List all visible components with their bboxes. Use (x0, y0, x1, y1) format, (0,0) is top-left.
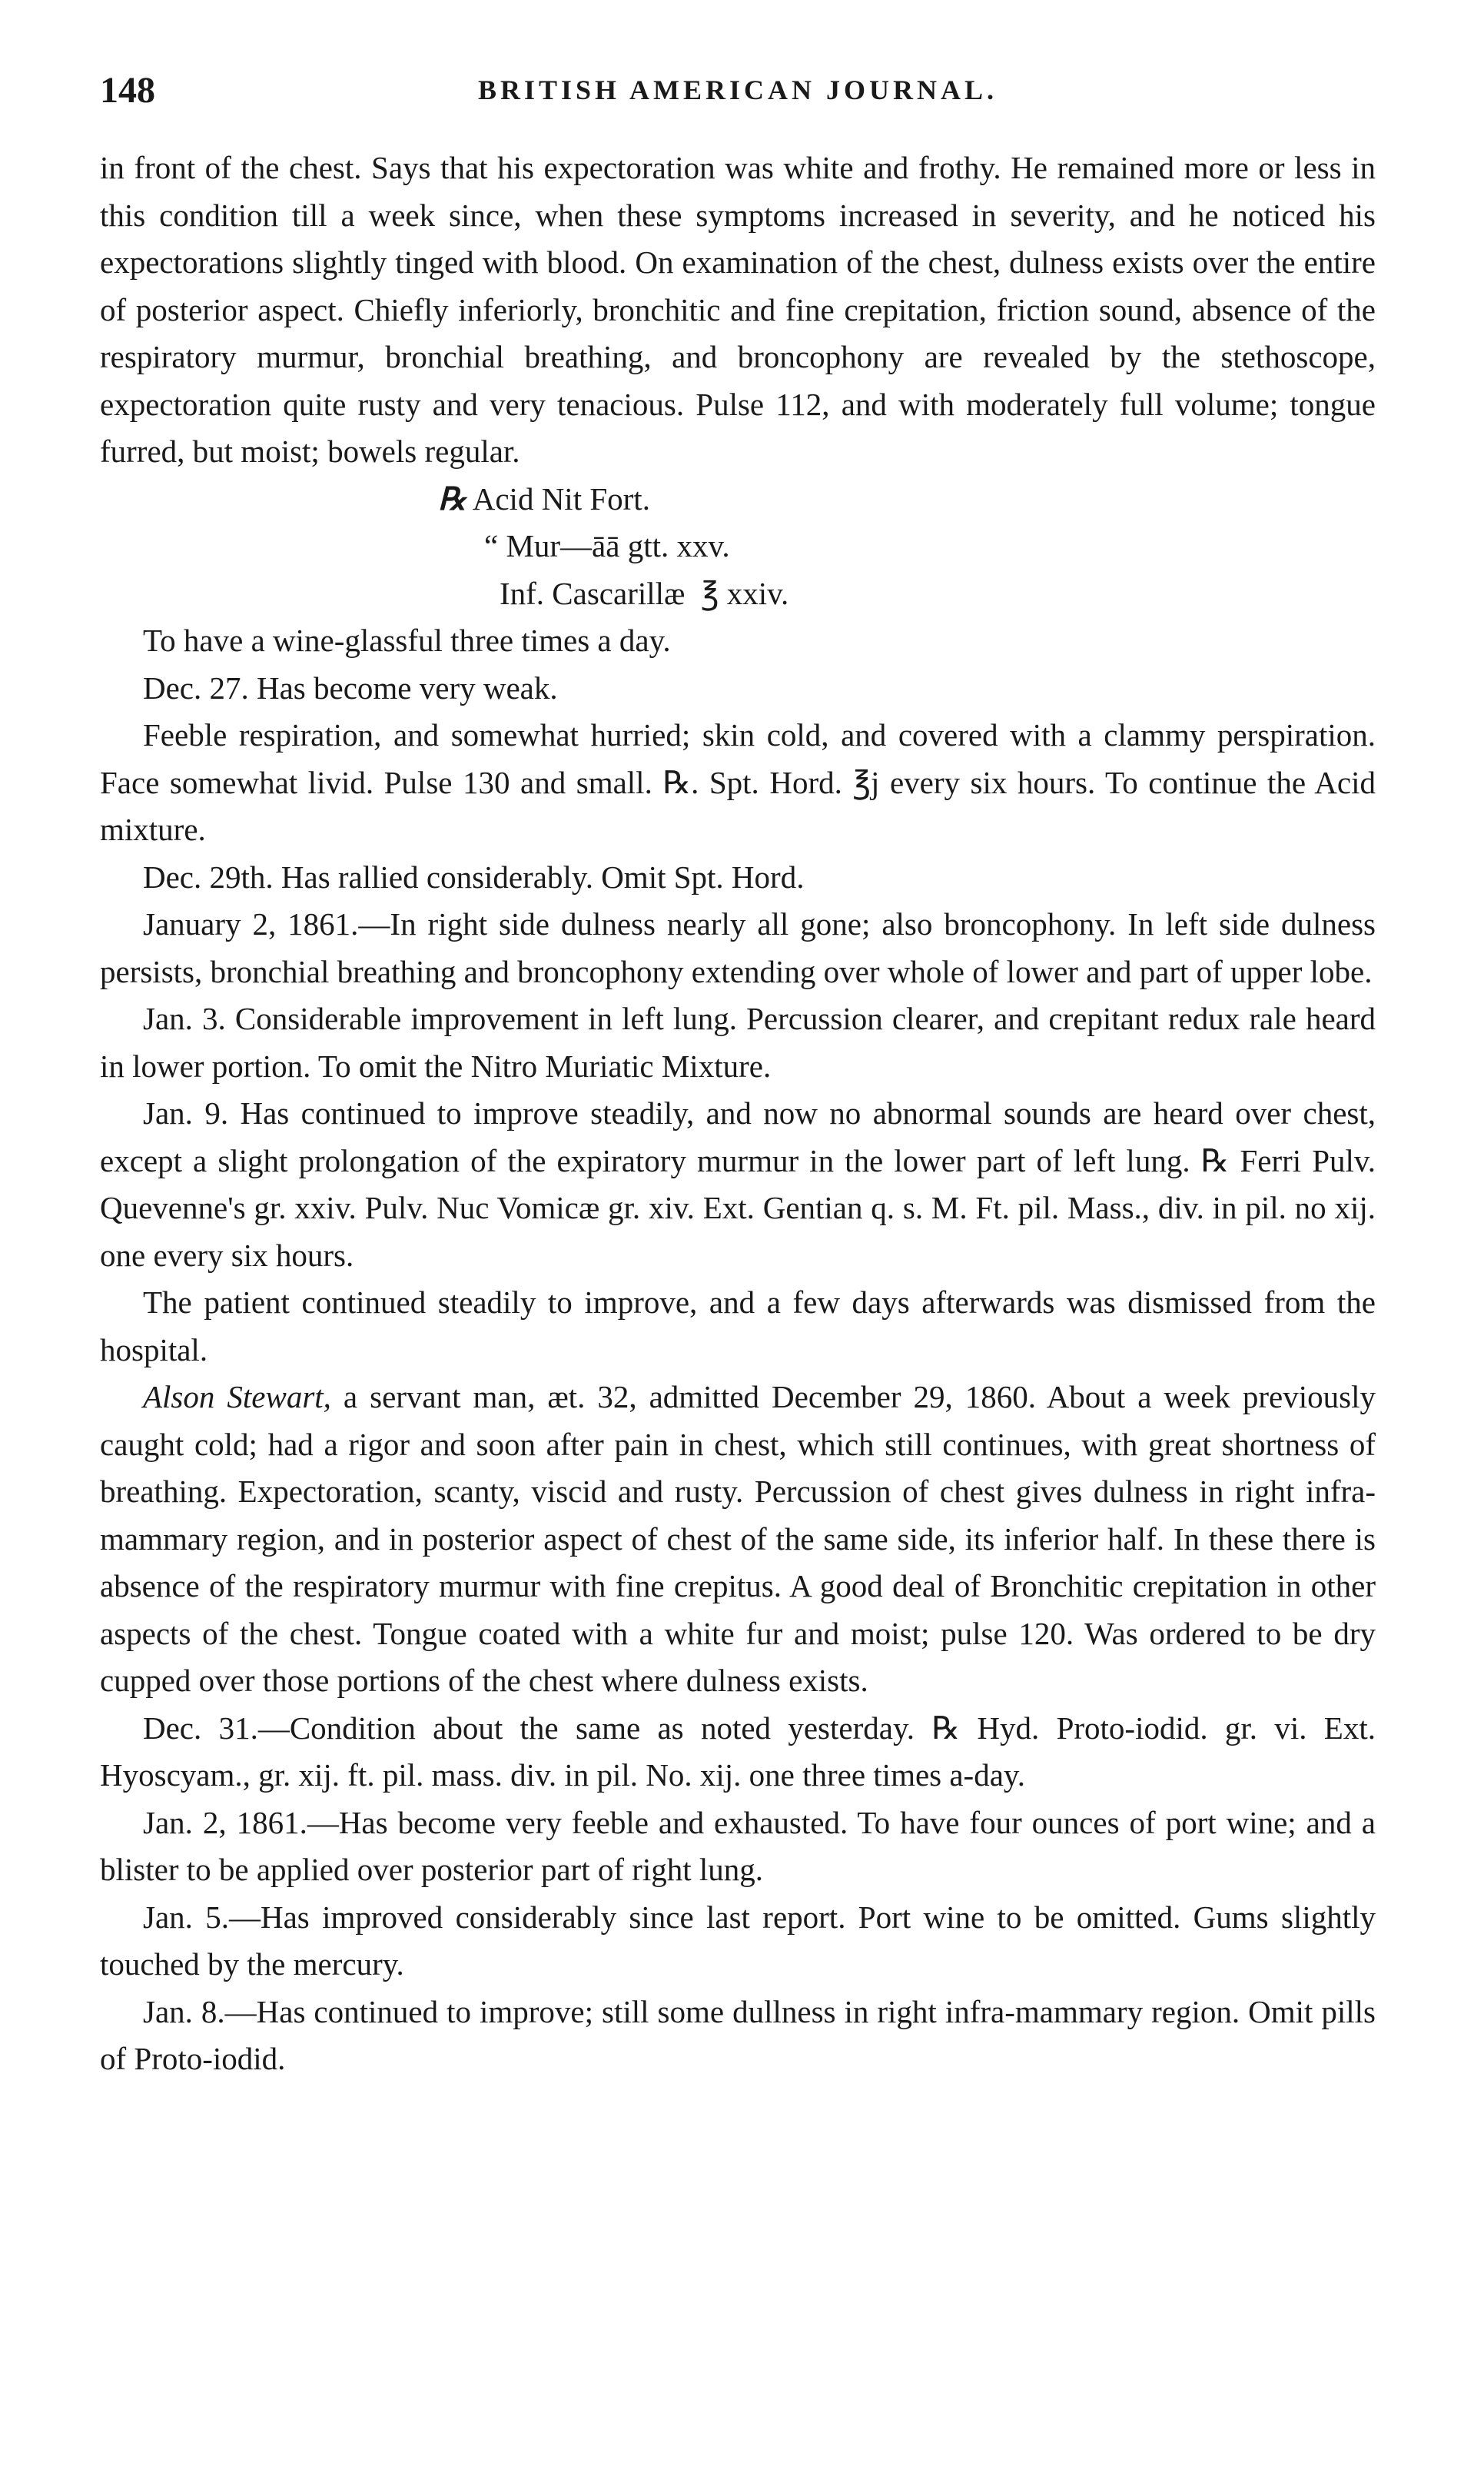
paragraph: Jan. 8.—Has continued to improve; still some dullness in right infra-mammary region. Omit pills of Proto-iodid. (100, 1993, 1376, 2076)
page-header (100, 69, 1376, 123)
paragraph: To have a wine-glassful three times a day. (143, 623, 671, 658)
prescription-line: “ Mur—āā gtt. xxv. (484, 528, 730, 563)
page-number: 148 (100, 70, 155, 111)
paragraph: Jan. 5.—Has improved considerably since last report. Port wine to be omitted. Gums slightly touched by the mercury. (100, 1899, 1376, 1982)
case-text: a servant man, æt. 32, admitted December 29, 1860. About a week previously caught cold; had a rigor and soon after pain in chest, which still continues, with great shortness of breathing. Expectoration, scanty, viscid and rusty. Percussion of chest gives dulness in right infra-mammary region, and in posterior aspect of chest of the same side, its inferior half. In these there is absence of the respiratory murmur with fine crepitus. A good deal of Bronchitic crepitation in other aspects of the chest. Tongue coated with a white fur and moist; pulse 120. Was ordered to be dry cupped over those portions of the chest where dulness exists. (100, 1379, 1376, 1698)
prescription-line (100, 476, 1376, 523)
prescription-line: Inf. Cascarillæ ℥ xxiv. (500, 575, 789, 611)
paragraph: in front of the chest. Says that his expectoration was white and frothy. He remained more or less in this condition till a week since, when these symptoms increased in severity, and he noticed his expectorations slightly tinged with blood. On examination of the chest, dulness exists over the entire of posterior aspect. Chiefly inferiorly, bronchitic and fine crepitation, friction sound, absence of the respiratory murmur, bronchial breathing, and broncophony are revealed by the stethoscope, expectoration quite rusty and very tenacious. Pulse 112, and with moderately full volume; tongue furred, but moist; bowels regular. (100, 150, 1376, 469)
running-head: BRITISH AMERICAN JOURNAL. (477, 75, 998, 105)
paragraph: The patient continued steadily to improve, and a few days afterwards was dismissed from the hospital. (100, 1284, 1376, 1367)
journal-page (100, 69, 1376, 2083)
paragraph: Jan. 9. Has continued to improve steadily, and now no abnormal sounds are heard over chest, except a slight prolongation of the expiratory murmur in the lower part of left lung. ℞ Ferri Pulv. Quevenne's gr. xxiv. Pulv. Nuc Vomicæ gr. xiv. Ext. Gentian q. s. M. Ft. pil. Mass., div. in pil. no xij. one every six hours. (100, 1095, 1376, 1273)
prescription-block (100, 476, 1376, 618)
paragraph: Jan. 2, 1861.—Has become very feeble and exhausted. To have four ounces of port wine; and a blister to be applied over posterior part of right lung. (100, 1804, 1376, 1887)
case-paragraph (100, 1374, 1376, 1705)
paragraph: Dec. 27. Has become very weak. (143, 670, 558, 706)
paragraph: January 2, 1861.—In right side dulness nearly all gone; also broncophony. In left side dulness persists, bronchial breathing and broncophony extending over whole of lower and part of upper lobe. (100, 906, 1376, 989)
paragraph: Jan. 3. Considerable improvement in left lung. Percussion clearer, and crepitant redux rale heard in lower portion. To omit the Nitro Muriatic Mixture. (100, 1001, 1376, 1084)
patient-name: Alson Stewart, (143, 1379, 331, 1414)
paragraph: Dec. 29th. Has rallied considerably. Omit Spt. Hord. (143, 859, 805, 895)
recipe-symbol: ℞ (438, 480, 466, 517)
paragraph: Dec. 31.—Condition about the same as noted yesterday. ℞ Hyd. Proto-iodid. gr. vi. Ext. Hyoscyam., gr. xij. ft. pil. mass. div. in pil. No. xij. one three times a-day. (100, 1710, 1376, 1793)
paragraph: Feeble respiration, and somewhat hurried; skin cold, and covered with a clammy perspiration. Face somewhat livid. Pulse 130 and small. ℞. Spt. Hord. ℥j every six hours. To continue the Acid mixture. (100, 717, 1376, 847)
prescription-text: Acid Nit Fort. (466, 480, 650, 517)
article-body (100, 145, 1376, 2083)
